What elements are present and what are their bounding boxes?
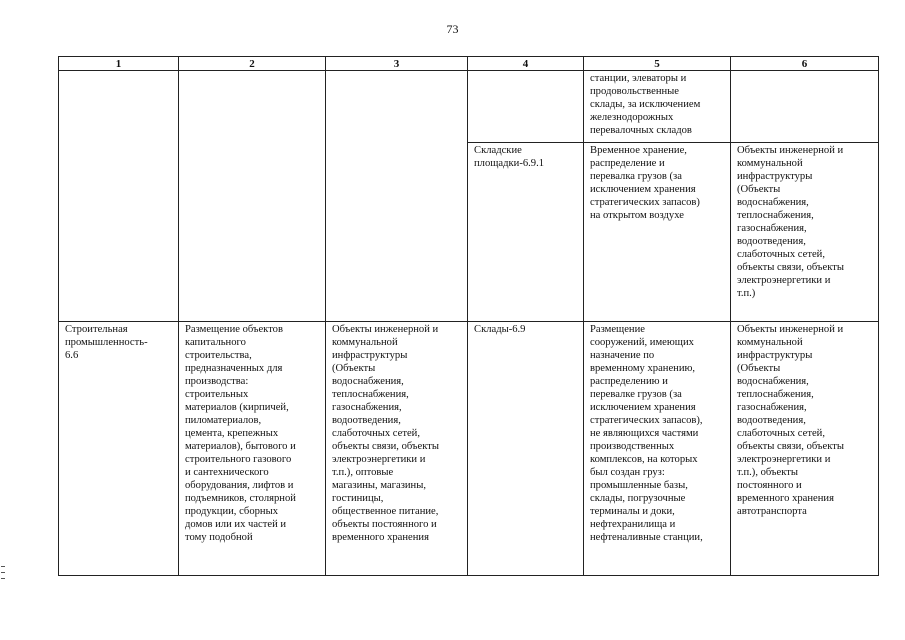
table-cell (731, 322, 879, 576)
table-cell (468, 71, 584, 143)
cell-text: Объекты инженерной и коммунальной инфраструктуры (Объекты водоснабжения, теплоснабжения, газоснабжения, водоотведения, слаботочных сетей, объекты связи, объекты электроэнергетики и т.п.) (737, 145, 844, 299)
table-cell (468, 322, 584, 576)
column-header: 6 (731, 57, 879, 71)
cell-text: Объекты инженерной и коммунальной инфраструктуры (Объекты водоснабжения, теплоснабжения, газоснабжения, водоотведения, слаботочных сетей, объекты связи, объекты электроэнергетики и т.п.), объекты постоянного и временного хранения автотранспорта (737, 324, 844, 517)
table-cell (584, 71, 731, 143)
table-cell (179, 322, 326, 576)
cell-text: Объекты инженерной и коммунальной инфраструктуры (Объекты водоснабжения, теплоснабжения, газоснабжения, водоотведения, слаботочных сетей, объекты связи, объекты электроэнергетики и т.п.), оптовые магазины, магазины, гостиницы, общественное питание, объекты постоянного и временного хранения (332, 324, 439, 543)
table-cell (584, 322, 731, 576)
margin-mark (1, 572, 5, 573)
cell-text: Размещение объектов капитального строительства, предназначенных для производства: строительных материалов (кирпичей, пиломатериалов, цемента, крепежных материалов), бытового и строительного газового и сантехнического оборудования, лифтов и подъемников, столярной продукции, сборных домов или их частей и тому подобной (185, 324, 296, 543)
cell-text: Временное хранение, распределение и перевалка грузов (за исключением хранения стратегических запасов) на открытом воздухе (590, 145, 700, 221)
margin-mark (1, 566, 5, 567)
table-cell (179, 71, 326, 322)
column-header: 5 (584, 57, 731, 71)
column-header: 3 (326, 57, 468, 71)
margin-mark (1, 578, 5, 579)
column-header: 1 (59, 57, 179, 71)
cell-text: Строительная промышленность- 6.6 (65, 324, 148, 361)
cell-text: Складские площадки-6.9.1 (474, 145, 545, 169)
table-cell (326, 322, 468, 576)
land-use-table (58, 56, 879, 576)
table-row (59, 71, 879, 143)
table-cell (326, 71, 468, 322)
table-cell (59, 322, 179, 576)
table-cell (731, 71, 879, 143)
table-cell (731, 143, 879, 322)
table-cell (584, 143, 731, 322)
cell-text: Склады-6.9 (474, 324, 526, 335)
cell-text: Размещение сооружений, имеющих назначение по временному хранению, распределению и перевалке грузов (за исключением хранения стратегических запасов), не являющихся частями производственных комплексов, на которых был создан груз: промышленные базы, склады, погрузочные терминалы и доки, нефтехранилища и нефтеналивные станции, (590, 324, 703, 543)
page-number: 73 (446, 22, 459, 36)
table-row (59, 322, 879, 576)
table-cell (59, 71, 179, 322)
cell-text: станции, элеваторы и продовольственные склады, за исключением железнодорожных перевалочных складов (590, 73, 701, 136)
table-header-row (59, 57, 879, 71)
column-header: 4 (468, 57, 584, 71)
table-cell (468, 143, 584, 322)
column-header: 2 (179, 57, 326, 71)
